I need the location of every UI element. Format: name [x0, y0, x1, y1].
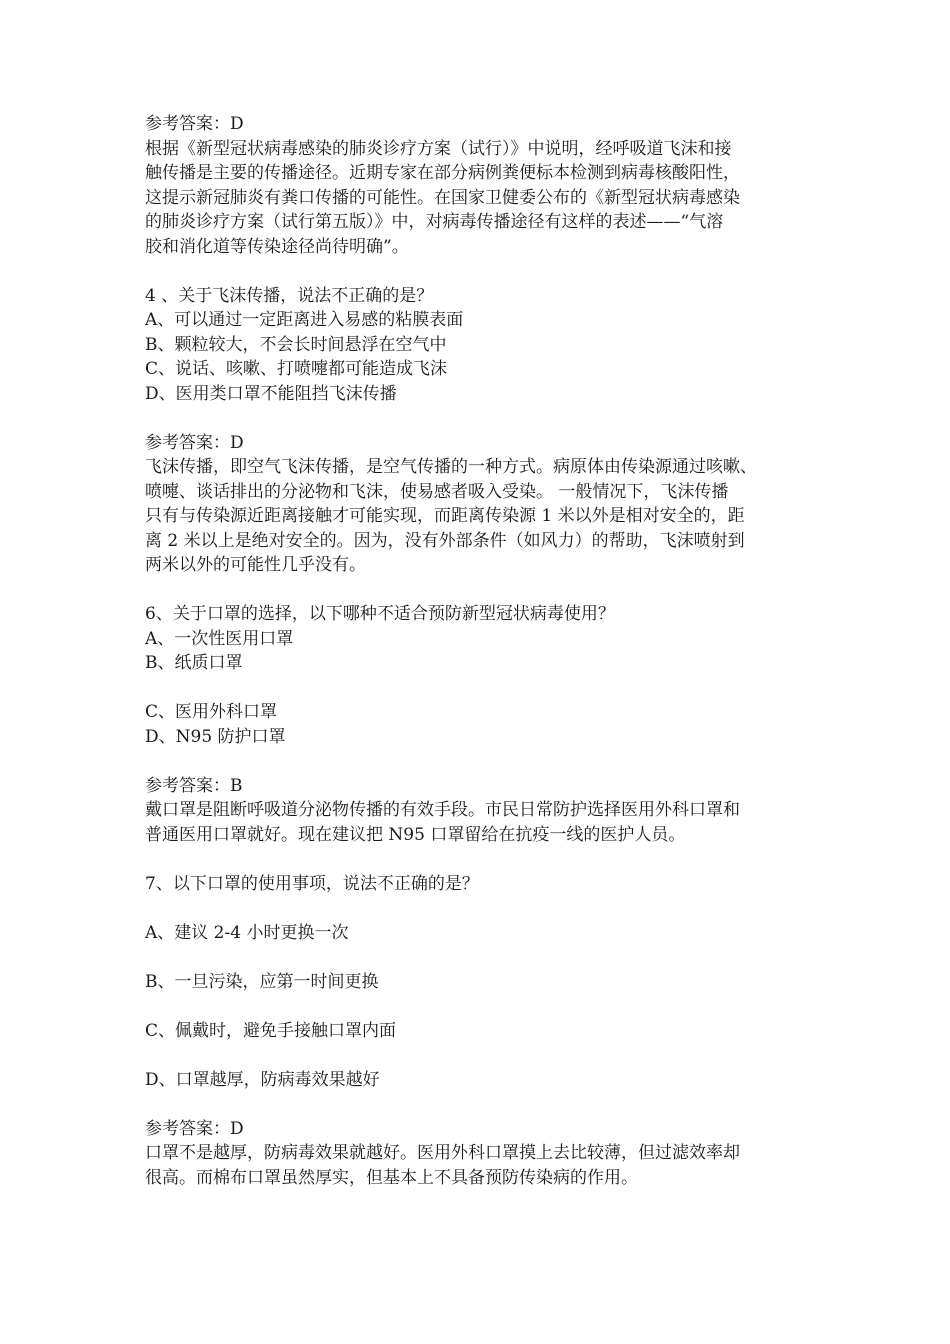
question-text: 7、以下口罩的使用事项，说法不正确的是？	[145, 873, 479, 894]
explanation-line: 戴口罩是阻断呼吸道分泌物传播的有效手段。市民日常防护选择医用外科口罩和	[145, 800, 740, 820]
option-a: A、可以通过一定距离进入易感的粘膜表面	[145, 310, 464, 330]
explanation-line: 普通医用口罩就好。现在建议把 N95 口罩留给在抗疫一线的医护人员。	[145, 824, 686, 845]
explanation-line: 两米以外的可能性几乎没有。	[145, 555, 366, 575]
option-b: B、颗粒较大，不会长时间悬浮在空气中	[145, 334, 447, 355]
explanation-line: 的肺炎诊疗方案（试行第五版）》中，对病毒传播途径有这样的表述——“气溶	[145, 212, 724, 232]
explanation-line: 触传播是主要的传播途径。近期专家在部分病例粪便标本检测到病毒核酸阳性，	[145, 163, 740, 183]
option-d: D、医用类口罩不能阻挡飞沫传播	[145, 383, 397, 404]
explanation-line: 很高。而棉布口罩虽然厚实，但基本上不具备预防传染病的作用。	[145, 1167, 638, 1188]
option-a: A、一次性医用口罩	[145, 628, 294, 649]
answer-label: 参考答案：D	[145, 114, 244, 134]
explanation-line: 胶和消化道等传染途径尚待明确”。	[145, 236, 409, 257]
explanation-line: 离 2 米以上是绝对安全的。因为，没有外部条件（如风力）的帮助，飞沫喷射到	[145, 530, 745, 551]
explanation-line: 只有与传染源近距离接触才可能实现，而距离传染源 1 米以外是相对安全的，距	[145, 506, 745, 526]
option-a: A、建议 2-4 小时更换一次	[145, 922, 349, 943]
explanation-line: 口罩不是越厚，防病毒效果就越好。医用外科口罩摸上去比较薄，但过滤效率却	[145, 1143, 740, 1163]
explanation-line: 这提示新冠肺炎有粪口传播的可能性。在国家卫健委公布的《新型冠状病毒感染	[145, 187, 740, 208]
explanation	[145, 137, 810, 260]
explanation-line: 喷嚏、谈话排出的分泌物和飞沫，使易感者吸入受染。 一般情况下，飞沫传播	[145, 481, 729, 502]
question-text: 6、关于口罩的选择，以下哪种不适合预防新型冠状病毒使用？	[145, 604, 615, 624]
explanation	[145, 455, 810, 578]
option-c: C、佩戴时，避免手接触口罩内面	[145, 1020, 397, 1041]
explanation	[145, 798, 810, 847]
explanation-line: 飞沫传播，即空气飞沫传播，是空气传播的一种方式。病原体由传染源通过咳嗽、	[145, 457, 757, 477]
option-c: C、医用外科口罩	[145, 702, 278, 722]
option-c: C、说话、咳嗽、打喷嚏都可能造成飞沫	[145, 359, 448, 379]
document-page	[145, 112, 810, 1190]
answer-label: 参考答案：D	[145, 1118, 244, 1139]
answer-label: 参考答案：B	[145, 775, 243, 796]
answer-label: 参考答案：D	[145, 432, 244, 453]
question-text: 4 、关于飞沫传播，说法不正确的是？	[145, 285, 434, 306]
option-b: B、纸质口罩	[145, 653, 243, 673]
option-d: D、口罩越厚，防病毒效果越好	[145, 1069, 380, 1090]
option-b: B、一旦污染，应第一时间更换	[145, 971, 379, 992]
explanation	[145, 1141, 810, 1190]
explanation-line: 根据《新型冠状病毒感染的肺炎诊疗方案（试行）》中说明，经呼吸道飞沫和接	[145, 138, 732, 159]
option-d: D、N95 防护口罩	[145, 726, 286, 747]
